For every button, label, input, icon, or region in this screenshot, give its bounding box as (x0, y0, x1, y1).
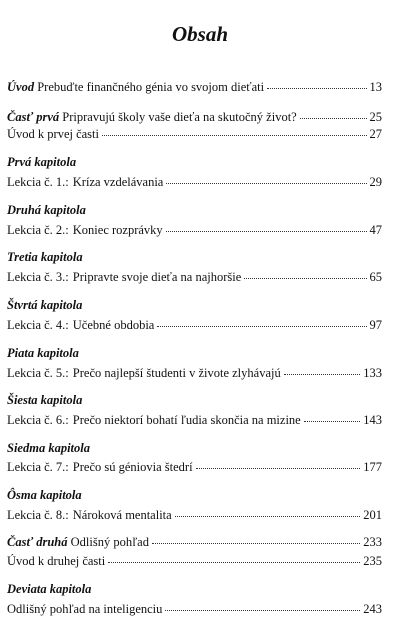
page-number: 243 (363, 602, 382, 616)
entry-title: Nároková mentalita (72, 508, 172, 522)
chapter-heading: Prvá kapitola (7, 155, 77, 169)
entry-title: Učebné obdobia (72, 318, 155, 332)
leader-dots (284, 374, 361, 375)
lesson-number: Lekcia č. 1.: (7, 175, 69, 189)
leader-dots (165, 610, 360, 611)
leader-dots (152, 543, 360, 544)
leader-dots (300, 118, 367, 119)
entry-title: Prečo najlepší študenti v živote zlyhávajú (72, 366, 281, 380)
lesson-number: Lekcia č. 5.: (7, 366, 69, 380)
entry-title: Prečo niektorí bohatí ľudia skončia na mizine (72, 413, 301, 427)
page-number: 143 (363, 413, 382, 427)
chapter-heading: Štvrtá kapitola (7, 298, 83, 312)
entry-title: Koniec rozprávky (72, 223, 163, 237)
toc-entry-chapter9[interactable] (7, 602, 382, 617)
toc-entry-lesson-1[interactable] (7, 175, 382, 190)
chapter-heading: Druhá kapitola (7, 203, 86, 217)
leader-dots (166, 183, 366, 184)
lesson-number: Lekcia č. 8.: (7, 508, 69, 522)
lesson-number: Lekcia č. 4.: (7, 318, 69, 332)
lesson-number: Lekcia č. 2.: (7, 223, 69, 237)
entry-prefix: Časť druhá (7, 535, 68, 549)
page-number: 201 (363, 508, 382, 522)
page-number: 65 (369, 270, 382, 284)
entry-prefix: Úvod (7, 80, 35, 94)
toc-entry-lesson-2[interactable] (7, 223, 382, 238)
lesson-number: Lekcia č. 3.: (7, 270, 69, 284)
page-number: 13 (369, 80, 382, 94)
page-number: 233 (363, 535, 382, 549)
entry-title: Odlišný pohľad na inteligenciu (7, 602, 163, 616)
entry-prefix: Časť prvá (7, 110, 60, 124)
page-number: 235 (363, 554, 382, 568)
entry-title: Úvod k druhej časti (7, 554, 106, 568)
toc-entry-lesson-4[interactable] (7, 318, 382, 333)
lesson-number: Lekcia č. 7.: (7, 460, 69, 474)
page-number: 133 (363, 366, 382, 380)
toc-entry-lesson-8[interactable] (7, 508, 382, 523)
entry-title: Úvod k prvej časti (7, 127, 99, 141)
chapter-heading: Ôsma kapitola (7, 488, 82, 502)
toc-entry-part2[interactable] (7, 535, 382, 550)
toc-entry-intro[interactable] (7, 80, 382, 95)
leader-dots (175, 516, 361, 517)
leader-dots (108, 562, 360, 563)
page-number: 97 (369, 318, 382, 332)
toc-entry-part1[interactable] (7, 110, 382, 125)
chapter-heading: Piata kapitola (7, 346, 79, 360)
chapter-heading: Siedma kapitola (7, 441, 90, 455)
leader-dots (244, 278, 366, 279)
entry-title: Odlišný pohľad (70, 535, 149, 549)
leader-dots (102, 135, 367, 136)
leader-dots (267, 88, 366, 89)
lesson-number: Lekcia č. 6.: (7, 413, 69, 427)
entry-title: Pripravujú školy vaše dieťa na skutočný život? (62, 110, 297, 124)
toc-entry-part2-intro[interactable] (7, 554, 382, 569)
page-title: Obsah (171, 22, 229, 46)
chapter-heading: Šiesta kapitola (7, 393, 83, 407)
toc-entry-lesson-7[interactable] (7, 460, 382, 475)
page-number: 25 (369, 110, 382, 124)
leader-dots (166, 231, 367, 232)
leader-dots (304, 421, 361, 422)
chapter-heading: Deviata kapitola (7, 582, 92, 596)
toc-entry-part1-intro[interactable] (7, 127, 382, 142)
entry-title: Kríza vzdelávania (72, 175, 164, 189)
page-number: 29 (369, 175, 382, 189)
chapter-heading: Tretia kapitola (7, 250, 83, 264)
page-number: 177 (363, 460, 382, 474)
toc-entry-lesson-3[interactable] (7, 270, 382, 285)
entry-title: Prečo sú géniovia štedrí (72, 460, 193, 474)
toc-entry-lesson-6[interactable] (7, 413, 382, 428)
entry-title: Prebuďte finančného génia vo svojom dieťati (37, 80, 265, 94)
page-number: 27 (369, 127, 382, 141)
page-number: 47 (369, 223, 382, 237)
leader-dots (196, 468, 361, 469)
toc-entry-lesson-5[interactable] (7, 366, 382, 381)
entry-title: Pripravte svoje dieťa na najhoršie (72, 270, 242, 284)
leader-dots (157, 326, 366, 327)
